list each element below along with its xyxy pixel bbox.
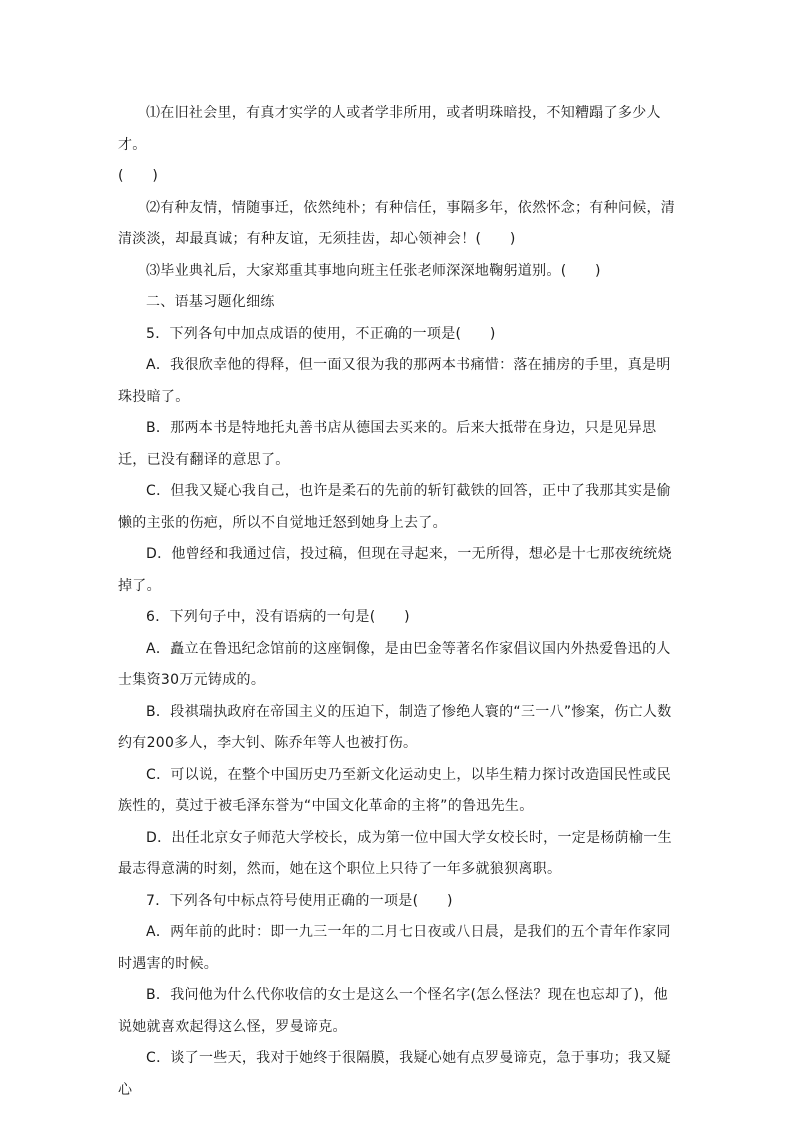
question-5-option-d: D．他曾经和我通过信，投过稿，但现在寻起来，一无所得，想必是十七那夜统统烧掉了。	[118, 546, 672, 594]
question-6-option-a: A．矗立在鲁迅纪念馆前的这座铜像，是由巴金等著名作家倡议国内外热爱鲁迅的人士集资30万元铸成的。	[118, 640, 671, 688]
question-6-option-b: B．段祺瑞执政府在帝国主义的压迫下，制造了惨绝人寰的“三一八”惨案，伤亡人数约有200多人，李大钊、陈乔年等人也被打伤。	[118, 703, 672, 751]
question-7-option-a: A．两年前的此时：即一九三一年的二月七日夜或八日晨，是我们的五个青年作家同时遇害的时候。	[118, 924, 671, 972]
question-6-option-d: D．出任北京女子师范大学校长，成为第一位中国大学女校长时，一定是杨荫榆一生最志得意满的时刻，然而，她在这个职位上只待了一年多就狼狈离职。	[118, 829, 672, 877]
document-body	[118, 98, 678, 1106]
question-7-option-c: C．谈了一些天，我对于她终于很隔膜，我疑心她有点罗曼谛克，急于事功；我又疑心	[118, 1050, 671, 1098]
question-6-option-c: C．可以说，在整个中国历史乃至新文化运动史上，以毕生精力探讨改造国民性或民族性的，莫过于被毛泽东誉为“中国文化革命的主将”的鲁迅先生。	[118, 766, 671, 814]
question-5-option-c: C．但我又疑心我自己，也许是柔石的先前的斩钉截铁的回答，正中了我那其实是偷懒的主张的伤疤，所以不自觉地迁怒到她身上去了。	[118, 483, 671, 531]
question-5-option-b: B．那两本书是特地托丸善书店从德国去买来的。后来大抵带在身边，只是见异思迁，已没有翻译的意思了。	[118, 420, 657, 468]
section-heading: 二、语基习题化细练	[146, 294, 275, 310]
paragraph-4: ⑶毕业典礼后，大家郑重其事地向班主任张老师深深地鞠躬道别。( )	[146, 262, 601, 279]
question-5-stem: 5．下列各句中加点成语的使用，不正确的一项是( )	[146, 325, 496, 342]
paragraph-3: ⑵有种友情，情随事迁，依然纯朴；有种信任，事隔多年，依然怀念；有种问候，清清淡淡，却最真诚；有种友谊，无须挂齿，却心领神会！( )	[118, 199, 676, 247]
paragraph-1: ⑴在旧社会里，有真才实学的人或者学非所用，或者明珠暗投，不知糟蹋了多少人才。	[118, 105, 661, 153]
question-7-stem: 7．下列各句中标点符号使用正确的一项是( )	[146, 892, 453, 909]
question-5-option-a: A．我很欣幸他的得释，但一面又很为我的那两本书痛惜：落在捕房的手里，真是明珠投暗了。	[118, 357, 671, 405]
question-6-stem: 6．下列句子中，没有语病的一句是( )	[146, 609, 410, 625]
question-7-option-b: B．我问他为什么代你收信的女士是这么一个怪名字(怎么怪法？现在也忘却了)，他说她就喜欢起得这么怪，罗曼谛克。	[118, 987, 668, 1035]
paragraph-2: ( )	[118, 168, 159, 184]
